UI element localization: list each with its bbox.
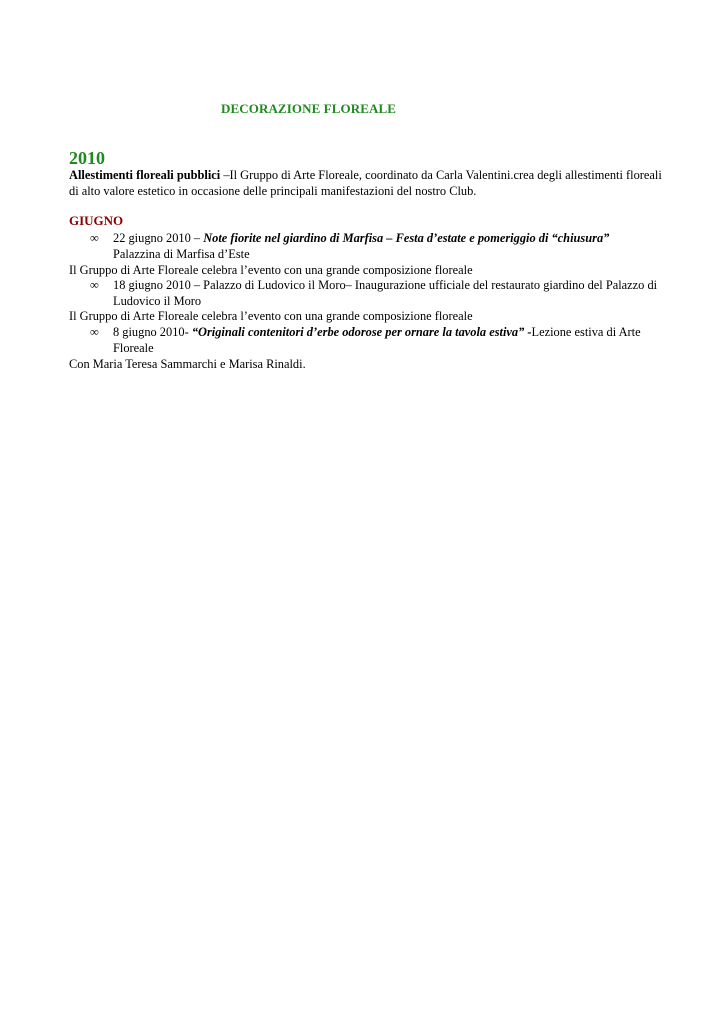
- event-text: 18 giugno 2010 – Palazzo di Ludovico il Moro– Inaugurazione ufficiale del restaurato giardino del Palazzo di Ludovico il Moro: [113, 278, 658, 308]
- intro-bold-label: Allestimenti floreali pubblici: [69, 168, 221, 182]
- event-date: 8 giugno 2010-: [113, 325, 192, 339]
- event-location: Palazzina di Marfisa d’Este: [113, 247, 250, 261]
- infinity-bullet-icon: ∞: [90, 278, 99, 292]
- infinity-bullet-icon: ∞: [90, 231, 99, 245]
- event-note: Il Gruppo di Arte Floreale celebra l’evento con una grande composizione floreale: [69, 309, 473, 323]
- document-title: DECORAZIONE FLOREALE: [221, 101, 396, 116]
- event-text: [113, 324, 668, 356]
- month-heading: GIUGNO: [69, 213, 124, 228]
- intro-paragraph: [69, 167, 669, 199]
- event-text: [113, 230, 668, 262]
- event-title: Note fiorite nel giardino di Marfisa – Festa d’estate e pomeriggio di “chiusura”: [203, 231, 610, 245]
- event-note: Il Gruppo di Arte Floreale celebra l’evento con una grande composizione floreale: [69, 263, 473, 277]
- closing-line: Con Maria Teresa Sammarchi e Marisa Rinaldi.: [69, 357, 306, 371]
- year-heading: 2010: [69, 148, 105, 168]
- intro-text: –Il Gruppo di Arte Floreale, coordinato da Carla Valentini.crea degli allestimenti floreali di alto valore estetico in occasione delle principali manifestazioni del nostro Club.: [69, 168, 662, 198]
- event-description: Lezione estiva di Arte Floreale: [113, 325, 641, 355]
- infinity-bullet-icon: ∞: [90, 325, 99, 339]
- event-title: “Originali contenitori d’erbe odorose per ornare la tavola estiva” -: [191, 325, 532, 339]
- event-date: 22 giugno 2010 –: [113, 231, 204, 245]
